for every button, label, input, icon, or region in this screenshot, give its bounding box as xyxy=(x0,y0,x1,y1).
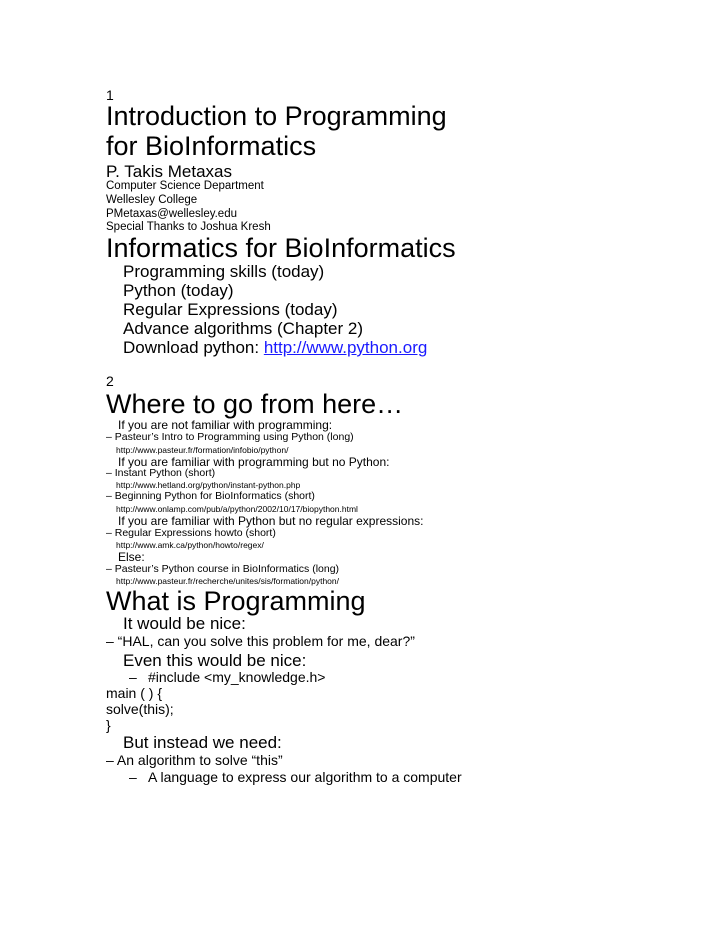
download-line xyxy=(123,339,427,356)
section-title: Where to go from here… xyxy=(106,389,404,419)
bullet-item: Regular Expressions (today) xyxy=(123,300,338,319)
list-item: A language to express our algorithm to a computer xyxy=(148,769,462,785)
body-text: But instead we need: xyxy=(123,733,282,752)
page-title-line2: for BioInformatics xyxy=(106,131,317,161)
resource-url: http://www.onlamp.com/pub/a/python/2002/10/17/biopython.html xyxy=(116,504,358,514)
download-label: Download python: xyxy=(123,338,264,357)
thanks-text: Special Thanks to Joshua Kresh xyxy=(106,221,271,233)
code-solve: solve(this); xyxy=(106,701,174,717)
author-name: P. Takis Metaxas xyxy=(106,162,232,181)
python-download-link[interactable]: http://www.python.org xyxy=(263,338,428,357)
resource-item: – Instant Python (short) xyxy=(106,467,216,479)
body-text: It would be nice: xyxy=(123,614,246,633)
resource-url: http://www.amk.ca/python/howto/regex/ xyxy=(116,540,264,550)
resource-item: – Pasteur’s Python course in BioInformatics (long) xyxy=(106,563,340,575)
resource-url: http://www.hetland.org/python/instant-python.php xyxy=(116,480,301,490)
dash-marker: – xyxy=(129,669,137,685)
body-text: Even this would be nice: xyxy=(123,651,307,670)
code-close: } xyxy=(106,717,111,733)
section-title: What is Programming xyxy=(106,586,366,616)
resource-item: – Pasteur’s Intro to Programming using Python (long) xyxy=(106,431,354,443)
page-number: 2 xyxy=(106,373,114,389)
condition-text: If you are not familiar with programming: xyxy=(118,418,333,432)
resource-url: http://www.pasteur.fr/recherche/unites/sis/formation/python/ xyxy=(116,576,339,586)
code-main: main ( ) { xyxy=(106,685,163,701)
page-title: Introduction to Programming xyxy=(106,101,447,131)
dash-marker: – xyxy=(129,769,137,785)
college-text: Wellesley College xyxy=(106,194,198,206)
resource-item: – Beginning Python for BioInformatics (short) xyxy=(106,490,315,502)
resource-item: – Regular Expressions howto (short) xyxy=(106,527,276,539)
code-include: #include <my_knowledge.h> xyxy=(148,669,326,685)
bullet-item: Python (today) xyxy=(123,281,234,300)
department-text: Computer Science Department xyxy=(106,180,264,192)
condition-text: If you are familiar with programming but no Python: xyxy=(118,455,390,469)
section-title: Informatics for BioInformatics xyxy=(106,233,456,263)
list-item: – An algorithm to solve “this” xyxy=(106,752,283,768)
quote-text: – “HAL, can you solve this problem for me, dear?” xyxy=(106,633,415,649)
email-text: PMetaxas@wellesley.edu xyxy=(106,208,237,220)
resource-url: http://www.pasteur.fr/formation/infobio/python/ xyxy=(116,445,289,455)
page-number: 1 xyxy=(106,87,114,103)
condition-text: If you are familiar with Python but no regular expressions: xyxy=(118,514,424,528)
bullet-item: Programming skills (today) xyxy=(123,262,325,281)
condition-text: Else: xyxy=(118,550,145,564)
bullet-item: Advance algorithms (Chapter 2) xyxy=(123,319,364,338)
